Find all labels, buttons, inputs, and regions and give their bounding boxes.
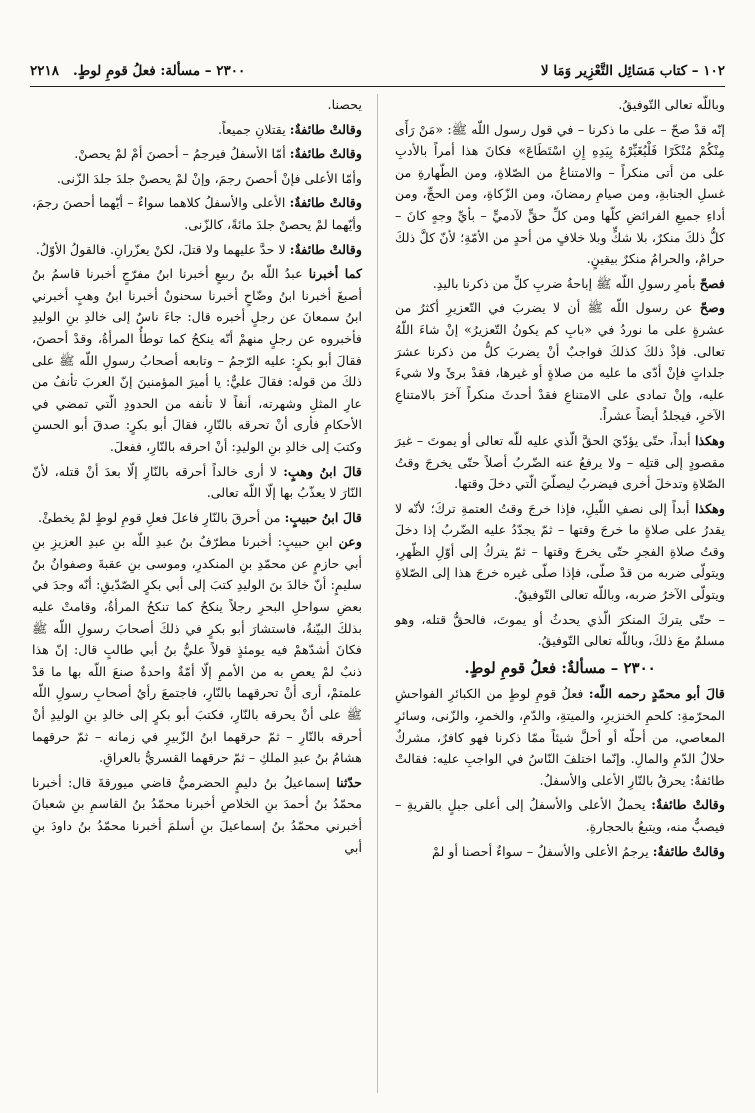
paragraph-text: لا حدَّ عليهما ولا قتلَ، لكنْ يعزّرانِ. فالقولُ الأوّلُ. xyxy=(35,241,286,257)
paragraph-text: يرجمُ الأعلى والأسفلُ – سواءٌ أحصنا أو لمْ xyxy=(432,843,649,859)
section-title: ٢٣٠٠ – مسألةٌ: فعلُ قومِ لوطٍ. xyxy=(464,658,656,677)
paragraph-text: الأعلى والأسفلُ كلاهما سواءٌ – أيّهما أحصنَ رجمَ، وأيّهما لمْ يحصنْ جلدَ مائةً، كالزّنى. xyxy=(32,195,362,232)
paragraph-text: أبداً إلى نصفِ اللّيلِ، فإذا خرجَ وقتُ العتمةِ تركَ؛ لأنّه لا يقدرُ على صلاةٍ ما خرجَ وقتها – ثمّ يجدّدُ عليه الضّربُ إذا دخلَ وقتُ صلاةِ الفجرِ حتّى يخرجَ وقتها – ثمّ يتركُ إلى أوّلِ الظّهرِ، ويتولّى ضربه من قدْ صلّى، فإذا صلّى غيره خرجَ هذا إلى الصّلاةِ ويتولّى الآخرُ ضربه، وباللّه تعالى التّوفيقُ. xyxy=(395,500,725,603)
paragraph xyxy=(395,94,725,116)
paragraph xyxy=(32,143,362,165)
paragraph-text: عبدُ اللّه بنُ ربيعٍ أخبرنا ابنُ مفرّجٍ أخبرنا قاسمُ بنُ أصبغَ أخبرنا ابنُ وضّاحٍ أخبرنا سحنونٌ أخبرنا ابنُ وهبٍ أخبرني ابنُ سمعانَ عن رجلٍ أخبره قال: جاءَ ناسٌ إلى خالدِ بنِ الوليدِ فأخبروه عن رجلٍ منهمْ أنّه ينكحُ كما توطأُ المرأةُ، وقدْ أحصنَ، فقالَ أبو بكرٍ: عليه الرّجمُ – وتابعه أصحابُ رسولِ اللّه ﷺ على ذلكَ من قوله: فقالَ عليٌّ: يا أميرَ المؤمنينَ إنّ العربَ تأنفُ من عارِ المثلِ وشهرته، أنفاً لا تأنفه من الحدودِ الّتي تمضي في الأحكامِ فأرى أنْ تحرقه بالنّارِ، فقالَ أبو بكرٍ: صدقَ أبو الحسنِ وكتبَ إلى خالدِ بنِ الوليدِ: أنْ احرقه بالنّارِ، ففعلَ. xyxy=(32,266,362,454)
right-text-column xyxy=(395,94,725,865)
paragraph xyxy=(32,168,362,190)
paragraph-text: أمّا الأسفلُ فيرجمُ – أحصنَ أمْ لمْ يحصنْ. xyxy=(74,146,286,162)
paragraph-lead: وقالتْ طائفةٌ: xyxy=(289,146,362,162)
paragraph-text: فعلُ قومِ لوطٍ من الكبائرِ الفواحشِ المحرّمةِ: كلحمِ الخنزيرِ، والميتةِ، والدّمِ، والخمرِ، والزّنى، وسائرِ المعاصي، من أحلّه أو أحلَّ شيئاً ممّا ذكرنا فهو كافرٌ، مشركٌ حلالُ الدّمِ والمالِ. وإنّما اختلفَ النّاسُ في الواجبِ عليه: فقالتْ طائفةٌ: يحرقُ بالنّارِ الأعلى والأسفلُ. xyxy=(395,686,725,788)
paragraph xyxy=(395,297,725,427)
page-number: ٢٢١٨ xyxy=(30,63,60,79)
paragraph-lead: قالَ أبو محمّدٍ رحمه اللّه: xyxy=(588,686,725,702)
paragraph-lead: وصحّ xyxy=(699,300,725,316)
paragraph xyxy=(395,498,725,606)
paragraph xyxy=(32,239,362,261)
column-separator xyxy=(377,94,378,1093)
paragraph-lead: حدّثنا xyxy=(336,774,362,790)
paragraph-text: ابنِ حبيبٍ: أخبرنا مطرّفُ بنُ عبدِ اللّه بنِ عبدِ العزيزِ بنِ أبي حازمٍ عن محمّدِ بنِ المنكدرِ، وموسى بنِ عقبةَ وصفوانُ بنُ سليمٍ: أنّ خالدَ بنَ الوليدِ كتبَ إلى أبي بكرٍ الصّدّيقِ: أنّه وجدَ في بعضِ سواحلِ البحرِ رجلاً ينكحُ كما تنكحُ المرأةُ، وقامتْ عليه بذلكَ البيّنةُ، فاستشارَ أبو بكرٍ في ذلكَ أصحابَ رسولِ اللّه ﷺ فكانَ أشدّهمْ فيه يومئذٍ قولاً عليُّ بنُ أبي طالبٍ قال: إنّ هذا ذنبٌ لمْ يعصِ به من الأممِ إلّا أمّةٌ واحدةٌ صنعَ اللّه بها ما قدْ علمتمْ، أرى أنْ تحرقهما بالنّارِ، فاجتمعَ رأيُ أصحابِ رسولِ اللّه ﷺ على أنْ يحرقه بالنّارِ، فكتبَ أبو بكرٍ إلى خالدِ بنِ الوليدِ أنْ أحرقه بالنّارِ – ثمّ حرقهما ابنُ الزّبيرِ في زمانه – ثمّ حرقهما هشامُ بنُ عبدِ الملكِ – ثمّ حرقهما القسريُّ بالعراقِ. xyxy=(32,534,362,766)
paragraph-lead: وعن xyxy=(338,534,362,550)
paragraph xyxy=(32,461,362,504)
paragraph xyxy=(32,772,362,858)
paragraph-text: إنّه قدْ صحّ – على ما ذكرنا – في قول رسول اللّه ﷺ: «مَنْ رَأَى مِنْكُمْ مُنْكَرًا فَلْيُغَيِّرْهُ بِيَدِهِ إِنِ اسْتَطَاعَ» فكانَ هذا أمراً بالأدبِ على من أتى منكراً – والامتناعُ من الصّلاةِ، ومن الطّهارةِ من غسلِ الجنابةِ، ومن صيامِ رمضانَ، ومن الزّكاةِ، ومن الحجِّ، ومن أداءِ جميعِ الفرائضِ كلّها ومن كلِّ حقٍّ لآدميٍّ – بأيِّ وجهٍ كانَ – كلُّ ذلكَ منكرٌ، بلا شكٍّ وبلا خلافٍ من أحدٍ من الأمّةِ؛ لأنّ كلَّ ذلكَ حرامٌ، والحرامُ منكرٌ بيقينٍ. xyxy=(395,121,725,267)
paragraph-lead: قالَ ابنُ حبيبٍ: xyxy=(284,509,362,525)
paragraph-text: أبداً، حتّى يؤدّيَ الحقَّ الّذي عليه للّه تعالى أو يموتَ – غيرَ مقصودٍ إلى قتلِه – ولا يرفعُ عنه الضّربُ أصلاً حتّى يخرجَ وقتُ الصّلاةِ وتدخلَ أخرى فيضربُ ليصلّيَ الّتي دخلَ وقتها. xyxy=(395,432,725,492)
paragraph-lead: وقالتْ طائفةٌ: xyxy=(651,797,725,813)
paragraph xyxy=(395,609,725,652)
paragraph-lead: قالَ ابنُ وهبٍ: xyxy=(283,463,362,479)
paragraph-text: يحملُ الأعلى والأسفلُ إلى أعلى جبلٍ بالقريةِ – فيصبُّ منه، ويتبعُ بالحجارةِ. xyxy=(395,797,725,834)
paragraph-lead: وهكذا xyxy=(694,432,725,448)
paragraph xyxy=(32,531,362,769)
header-rule xyxy=(30,86,725,87)
paragraph-text: وأمّا الأعلى فإنْ أحصنَ رجمَ، وإنْ لمْ يحصنْ جلدَ جلدَ الزّنى. xyxy=(56,170,362,186)
paragraph-lead: وقالتْ طائفةٌ: xyxy=(652,843,725,859)
paragraph xyxy=(32,263,362,457)
paragraph-text: بأمرِ رسولِ اللّه ﷺ إباحةُ ضربِ كلِّ من ذكرنا باليدِ. xyxy=(432,275,696,291)
paragraph-text: وباللّه تعالى التّوفيقُ. xyxy=(618,97,725,112)
paragraph-lead: كما أخبرنا xyxy=(308,266,362,282)
paragraph xyxy=(32,119,362,141)
paragraph xyxy=(395,841,725,863)
header-issue-title: ٢٣٠٠ – مسألة: فعلُ قومِ لوطٍ. xyxy=(73,63,246,79)
paragraph xyxy=(395,683,725,791)
paragraph-lead: وقالتْ طائفةٌ: xyxy=(289,121,362,137)
paragraph-text: – حتّى يتركَ المنكرَ الّذي يحدثُ أو يموتَ، فالحقُّ قتله، وهو مسلمٌ معَ ذلكَ، وباللّه تعالى التّوفيقُ. xyxy=(395,611,725,649)
paragraph-text: من أحرقَ بالنّارِ فاعلَ فعلِ قومِ لوطٍ لمْ يخطئْ. xyxy=(38,509,281,525)
paragraph-lead: فصحّ xyxy=(699,275,725,291)
paragraph-lead: وقالتْ طائفةٌ: xyxy=(289,241,362,257)
left-text-column xyxy=(32,94,362,861)
paragraph xyxy=(395,794,725,837)
header-left-group xyxy=(30,63,245,79)
paragraph-text: لا أرى خالداً أحرقه بالنّارِ إلّا بعدَ أنْ قتله، لأنّ النّارَ لا يعذّبُ بها إلّا اللّه تعالى. xyxy=(32,463,362,501)
running-header xyxy=(30,58,725,84)
paragraph-text: يحصنا. xyxy=(327,97,362,112)
paragraph xyxy=(395,119,725,270)
paragraph-text: يقتلانِ جميعاً. xyxy=(218,121,286,137)
paragraph xyxy=(32,192,362,235)
paragraph-text: إسماعيلُ بنُ دليمٍ الحضرميُّ قاضي ميورقةَ قال: أخبرنا محمّدُ بنُ أحمدَ بنِ الخلاصِ أخبرنا محمّدُ بنُ القاسمِ بنِ شعبانَ أخبرني محمّدُ بنُ إسماعيلَ بنِ أسلمَ أخبرنا محمّدُ بنُ داودَ بنِ أبي xyxy=(32,774,362,855)
header-chapter-title: ١٠٢ – كتاب مَسَائِل التَّعْزِير وَمَا لا xyxy=(540,63,725,79)
paragraph-lead: وقالتْ طائفةٌ: xyxy=(289,195,362,211)
paragraph-lead: وهكذا xyxy=(694,500,725,516)
paragraph-text: عن رسول اللّه ﷺ أن لا يضربَ في التّعزيرِ أكثرُ من عشرةٍ على ما نوردُ في «بابِ كم يكونُ التّعزيرُ» إنْ شاءَ اللّهُ تعالى. فإذْ ذلكَ كذلكَ فواجبٌ أنْ يضربَ كلُّ من ذكرنا عشرَ جلداتٍ فإنْ أدّى ما عليه من صلاةٍ أو غيرها، فقدْ برئَ ولا شيءَ عليه، وإنْ تمادى على الامتناعِ فقدْ أحدثَ منكراً آخرَ بالامتناعِ الآخرِ، فيجلدُ أيضاً عشراً. xyxy=(395,300,725,424)
paragraph xyxy=(32,94,362,116)
paragraph xyxy=(32,507,362,529)
paragraph xyxy=(395,430,725,495)
paragraph xyxy=(395,273,725,295)
